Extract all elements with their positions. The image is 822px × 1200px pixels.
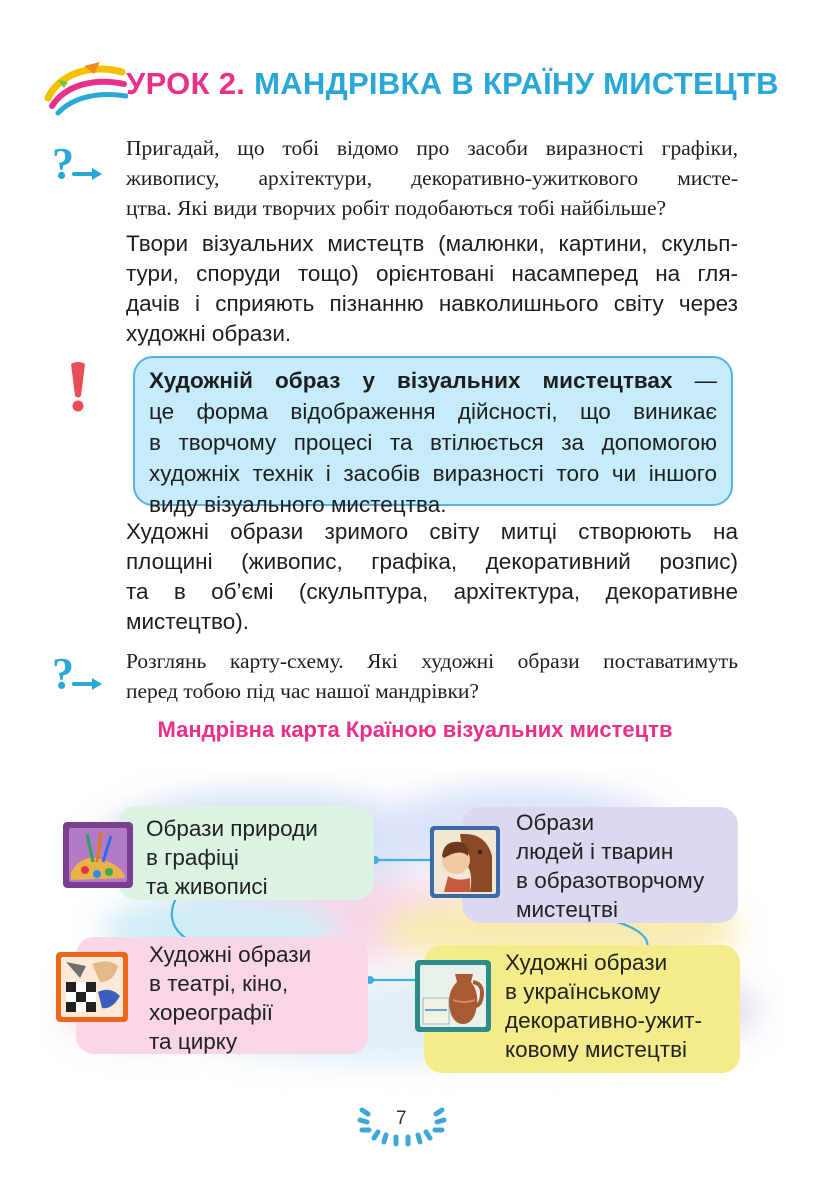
definition-term: Художній образ у візуальних мистецтвах — [149, 368, 673, 393]
text-line: живопису, архітектури, декоративно-ужиткового мисте- — [126, 166, 738, 190]
card-line: Художні образи — [505, 950, 668, 975]
paragraph-2 — [126, 517, 738, 637]
card-line: в українському — [505, 979, 661, 1004]
definition-line — [149, 365, 717, 396]
text-line: цтва. Які види творчих робіт подобаються тобі найбільше? — [126, 196, 667, 220]
text-line: художні образи. — [126, 321, 292, 346]
definition-line: виду візуального мистецтва. — [149, 492, 447, 517]
card-line: Художні образи — [149, 942, 312, 967]
text-line: тури, споруди тощо) орієнтовані насамперед на гля- — [126, 261, 738, 286]
text-line: та в об’ємі (скульптура, архітектура, декоративне — [126, 579, 738, 604]
page-number: 7 — [396, 1108, 407, 1129]
svg-text:?: ? — [52, 649, 74, 698]
svg-text:?: ? — [52, 139, 74, 188]
card-line: в графіці — [146, 845, 239, 870]
card-line: мистецтві — [516, 897, 618, 922]
definition-dash: — — [672, 368, 717, 393]
text-line: перед тобою під час нашої мандрівки? — [126, 679, 479, 703]
text-line: Художні образи зримого світу митці створюють на — [126, 519, 738, 544]
painting-palette-icon — [63, 822, 133, 888]
definition-line: це форма відображення дійсності, що виникає — [149, 399, 717, 424]
text-line: мистецтво). — [126, 609, 250, 634]
text-line: Пригадай, що тобі відомо про засоби виразності графіки, — [126, 136, 738, 160]
definition-box — [133, 356, 733, 517]
horse-portrait-icon — [430, 826, 500, 898]
card-line: ковому мистецтві — [505, 1037, 688, 1062]
text-line: площині (живопис, графіка, декоративний розпис) — [126, 549, 738, 574]
page-title — [126, 66, 779, 102]
card-line: Образи — [516, 810, 595, 835]
text-line: дачів і сприяють пізнанню навколишнього світу через — [126, 291, 738, 316]
exclamation-icon — [66, 360, 90, 414]
clay-jug-icon — [415, 960, 491, 1032]
question-2-text — [126, 646, 738, 706]
card-line: та цирку — [149, 1029, 238, 1054]
card-line: людей і тварин — [516, 839, 674, 864]
intro-paragraph — [126, 229, 738, 349]
lesson-title: МАНДРІВКА В КРАЇНУ МИСТЕЦТВ — [254, 66, 779, 101]
card-line: Образи природи — [146, 816, 318, 841]
card-line: в театрі, кіно, — [149, 971, 289, 996]
map-card-people-animals — [462, 807, 738, 923]
rainbow-swirl-icon — [44, 58, 128, 116]
definition-line: художніх технік і засобів виразності того чи іншого — [149, 461, 717, 486]
question-arrow-icon — [50, 648, 104, 708]
theatre-props-icon — [56, 952, 128, 1022]
text-line: Розглянь карту-схему. Які художні образи поставатимуть — [126, 649, 738, 673]
map-title: Мандрівна карта Країною візуальних мистецтв — [157, 717, 673, 742]
lesson-number: УРОК 2. — [126, 66, 246, 101]
card-line: в образотворчому — [516, 868, 705, 893]
card-line: та живописі — [146, 874, 268, 899]
question-1-text — [126, 133, 738, 223]
map-card-nature — [118, 806, 374, 900]
question-arrow-icon — [50, 138, 104, 198]
definition-line: в творчому процесі та втілюється за допомогою — [149, 430, 717, 455]
card-line: хореографії — [149, 1000, 274, 1025]
card-line: декоративно-ужит- — [505, 1008, 702, 1033]
text-line: Твори візуальних мистецтв (малюнки, картини, скульп- — [126, 231, 738, 256]
